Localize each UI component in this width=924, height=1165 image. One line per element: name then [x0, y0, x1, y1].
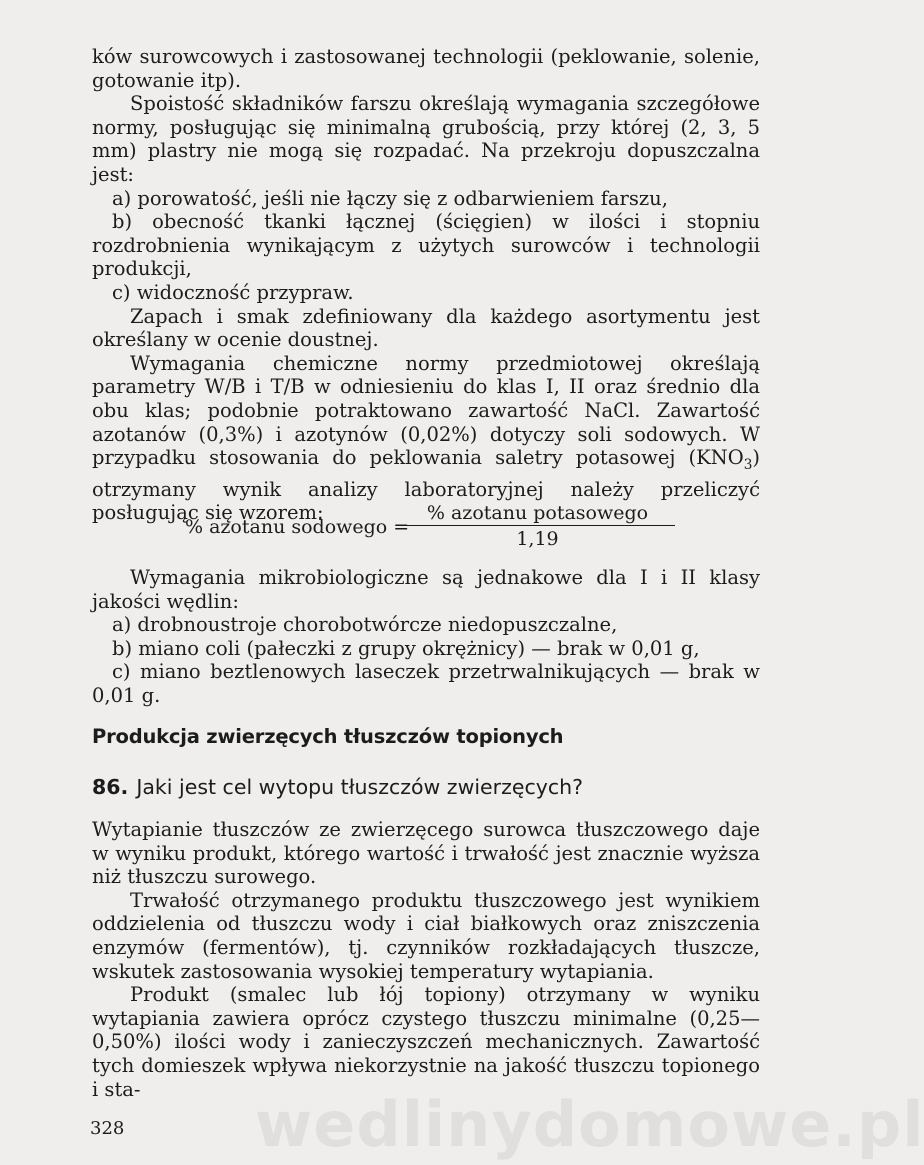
text-run: Wymagania chemiczne normy przedmiotowej określają parametry W/B i T/B w odniesieniu do klas I, II oraz średnio dla obu klas; podobnie potraktowano zawartość NaCl. Zawartość azotanów (0,3%) i azotynów (0,02%) dotyczy soli sodowych. W przypadku stosowania do peklowania saletry potasowej (KNO [92, 351, 760, 470]
list-item: c) widoczność przypraw. [112, 280, 354, 304]
section-heading: Produkcja zwierzęcych tłuszczów topionych [92, 725, 564, 748]
formula-denominator: 1,19 [516, 528, 559, 550]
answer-text-block [92, 818, 760, 1101]
page-number: 328 [90, 1118, 125, 1139]
list-item: b) obecność tkanki łącznej (ścięgien) w ilości i stopniu rozdrobnienia wynikającym z użytych surowców i technologii produkcji, [92, 210, 760, 281]
paragraph: Wytapianie tłuszczów ze zwierzęcego surowca tłuszczowego daje w wyniku produkt, którego wartość i trwałość jest znacznie wyższa niż tłuszczu surowego. [92, 818, 760, 889]
paragraph: Wymagania mikrobiologiczne są jednakowe dla I i II klasy jakości wędlin: [92, 566, 760, 613]
list-item: b) miano coli (pałeczki z grupy okrężnicy) — brak w 0,01 g, [112, 636, 700, 660]
formula-lhs: % azotanu sodowego = [185, 516, 410, 538]
question-number: 86. [92, 775, 129, 799]
formula-fraction [400, 502, 675, 550]
formula-numerator: % azotanu potasowego [400, 502, 675, 526]
microbiology-text-block [92, 566, 760, 708]
watermark: wedlinydomowe.pl [255, 1088, 924, 1161]
top-text-block [92, 45, 760, 525]
subscript: 3 [743, 456, 753, 473]
paragraph: Trwałość otrzymanego produktu tłuszczowego jest wynikiem oddzielenia od tłuszczu wody i ciał białkowych oraz zniszczenia enzymów (fermentów), tj. czynników rozkładających tłuszcze, wskutek zastosowania wysokiej temperatury wytapiania. [92, 888, 760, 983]
paragraph: Produkt (smalec lub łój topiony) otrzymany w wyniku wytapiania zawiera oprócz czystego tłuszczu minimalne (0,25—0,50%) ilości wody i zanieczyszczeń mechanicznych. Zawartość tych domieszek wpływa niekorzystnie na jakość tłuszczu topionego i sta- [92, 983, 760, 1101]
list-item: a) drobnoustroje chorobotwórcze niedopuszczalne, [112, 613, 618, 637]
question-heading [92, 775, 583, 799]
question-text: Jaki jest cel wytopu tłuszczów zwierzęcych? [136, 775, 583, 799]
paragraph: ków surowcowych i zastosowanej technologii (peklowanie, solenie, gotowanie itp). [92, 45, 760, 92]
list-item: a) porowatość, jeśli nie łączy się z odbarwieniem farszu, [112, 186, 668, 210]
text-run: ) otrzymany wynik analizy laboratoryjnej należy przeliczyć posługując się wzorem: [92, 446, 760, 525]
paragraph: Spoistość składników farszu określają wymagania szczegółowe normy, posługując się minimalną grubością, przy której (2, 3, 5 mm) plastry nie mogą się rozpadać. Na przekroju dopuszczalna jest: [92, 92, 760, 186]
paragraph [92, 352, 760, 525]
paragraph: Zapach i smak zdefiniowany dla każdego asortymentu jest określany w ocenie doustnej. [92, 304, 760, 352]
list-item: c) miano beztlenowych laseczek przetrwalnikujących — brak w 0,01 g. [92, 660, 760, 707]
conversion-formula [0, 502, 800, 560]
